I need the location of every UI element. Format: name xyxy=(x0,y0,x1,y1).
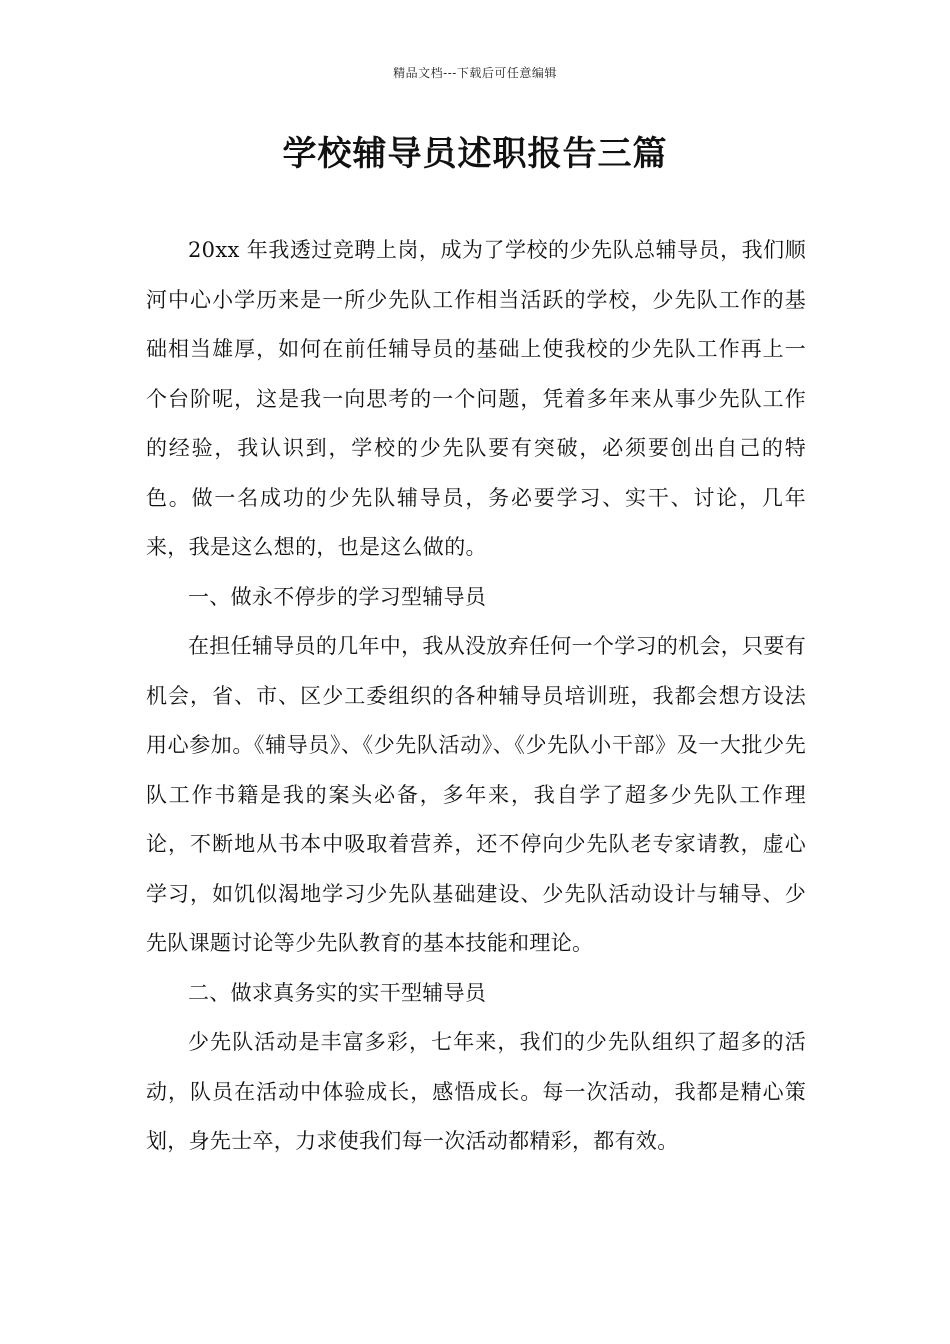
paragraph-intro: 20xx 年我透过竞聘上岗，成为了学校的少先队总辅导员，我们顺河中心小学历来是一所少先队工作相当活跃的学校，少先队工作的基础相当雄厚，如何在前任辅导员的基础上使我校的少先队工作再上一个台阶呢，这是我一向思考的一个问题，凭着多年来从事少先队工作的经验，我认识到，学校的少先队要有突破，必须要创出自己的特色。做一名成功的少先队辅导员，务必要学习、实干、讨论，几年来，我是这么想的，也是这么做的。 xyxy=(146,238,806,559)
document-title: 学校辅导员述职报告三篇 xyxy=(282,134,668,174)
paragraph-section-2: 少先队活动是丰富多彩，七年来，我们的少先队组织了超多的活动，队员在活动中体验成长，感悟成长。每一次活动，我都是精心策划，身先士卒，力求使我们每一次活动都精彩，都有效。 xyxy=(146,1030,806,1153)
header-note: 精品文档---下载后可任意编辑 xyxy=(393,66,557,80)
section-heading-2: 二、做求真务实的实干型辅导员 xyxy=(188,980,487,1005)
section-heading-1: 一、做永不停步的学习型辅导员 xyxy=(188,584,487,609)
document-body xyxy=(146,226,806,1167)
paragraph-section-1: 在担任辅导员的几年中，我从没放弃任何一个学习的机会，只要有机会，省、市、区少工委组织的各种辅导员培训班，我都会想方设法用心参加。《辅导员》、《少先队活动》、《少先队小干部》及一大批少先队工作书籍是我的案头必备，多年来，我自学了超多少先队工作理论，不断地从书本中吸取着营养，还不停向少先队老专家请教，虚心学习，如饥似渴地学习少先队基础建设、少先队活动设计与辅导、少先队课题讨论等少先队教育的基本技能和理论。 xyxy=(146,634,806,955)
